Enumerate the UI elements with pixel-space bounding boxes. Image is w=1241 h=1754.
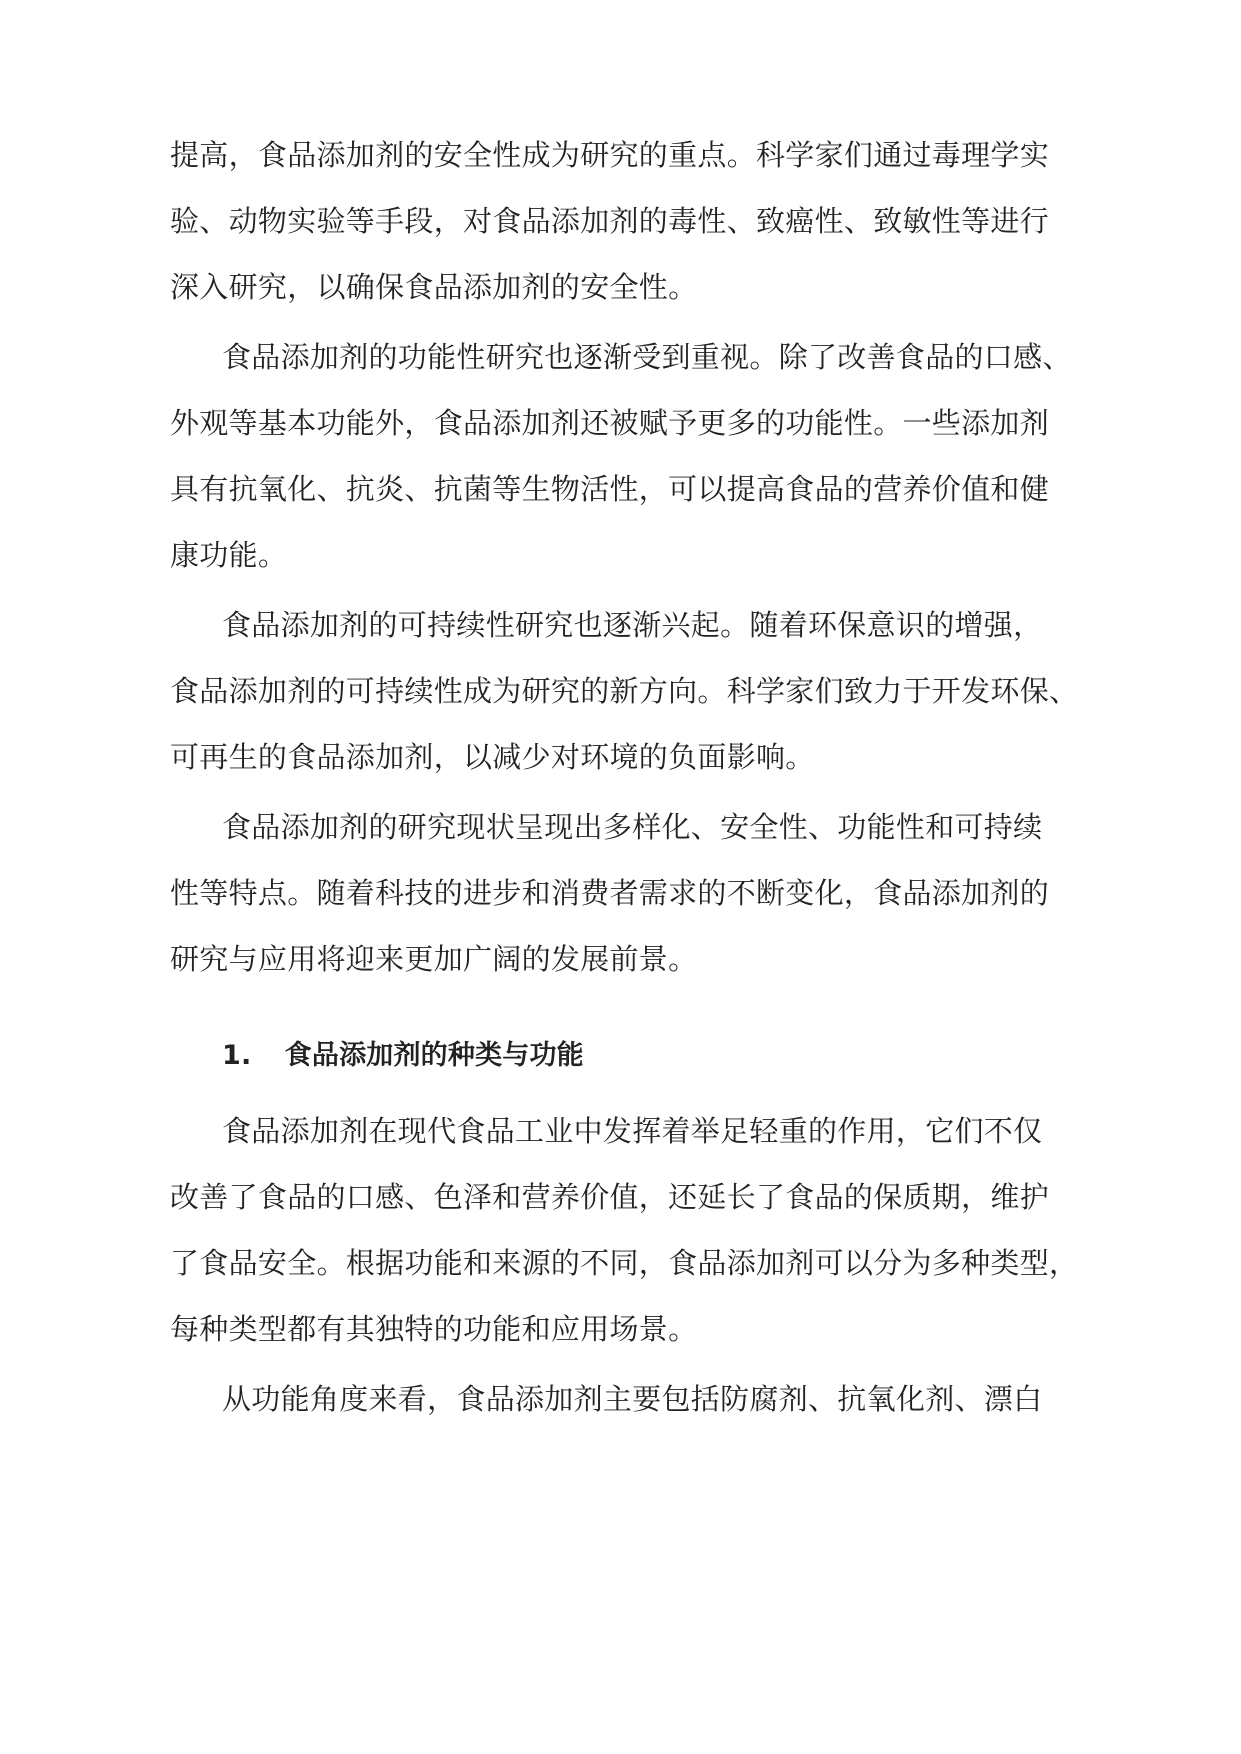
text-line: 食品添加剂的研究现状呈现出多样化、安全性、功能性和可持续 <box>222 810 1043 844</box>
text-line: 食品添加剂在现代食品工业中发挥着举足轻重的作用，它们不仅 <box>222 1114 1043 1148</box>
section-number: 1. <box>222 1040 252 1071</box>
text-line: 改善了食品的口感、色泽和营养价值，还延长了食品的保质期，维护 <box>170 1180 1050 1214</box>
text-line: 从功能角度来看，食品添加剂主要包括防腐剂、抗氧化剂、漂白 <box>222 1382 1043 1416</box>
section-title: 食品添加剂的种类与功能 <box>284 1040 584 1071</box>
text-line: 具有抗氧化、抗炎、抗菌等生物活性，可以提高食品的营养价值和健 <box>170 472 1050 506</box>
text-line: 外观等基本功能外，食品添加剂还被赋予更多的功能性。一些添加剂 <box>170 406 1050 440</box>
text-line: 食品添加剂的功能性研究也逐渐受到重视。除了改善食品的口感、 <box>222 340 1072 374</box>
text-line: 深入研究，以确保食品添加剂的安全性。 <box>170 270 698 304</box>
text-line: 可再生的食品添加剂，以减少对环境的负面影响。 <box>170 740 815 774</box>
text-line: 了食品安全。根据功能和来源的不同，食品添加剂可以分为多种类型， <box>170 1246 1079 1280</box>
text-line: 研究与应用将迎来更加广阔的发展前景。 <box>170 942 698 976</box>
text-line: 食品添加剂的可持续性成为研究的新方向。科学家们致力于开发环保、 <box>170 674 1079 708</box>
text-line: 食品添加剂的可持续性研究也逐渐兴起。随着环保意识的增强， <box>222 608 1043 642</box>
text-line: 性等特点。随着科技的进步和消费者需求的不断变化，食品添加剂的 <box>170 876 1050 910</box>
text-line: 每种类型都有其独特的功能和应用场景。 <box>170 1312 698 1346</box>
text-line: 康功能。 <box>170 538 288 572</box>
section-heading <box>222 1036 584 1076</box>
text-line: 提高，食品添加剂的安全性成为研究的重点。科学家们通过毒理学实 <box>170 138 1050 172</box>
text-line: 验、动物实验等手段，对食品添加剂的毒性、致癌性、致敏性等进行 <box>170 204 1050 238</box>
